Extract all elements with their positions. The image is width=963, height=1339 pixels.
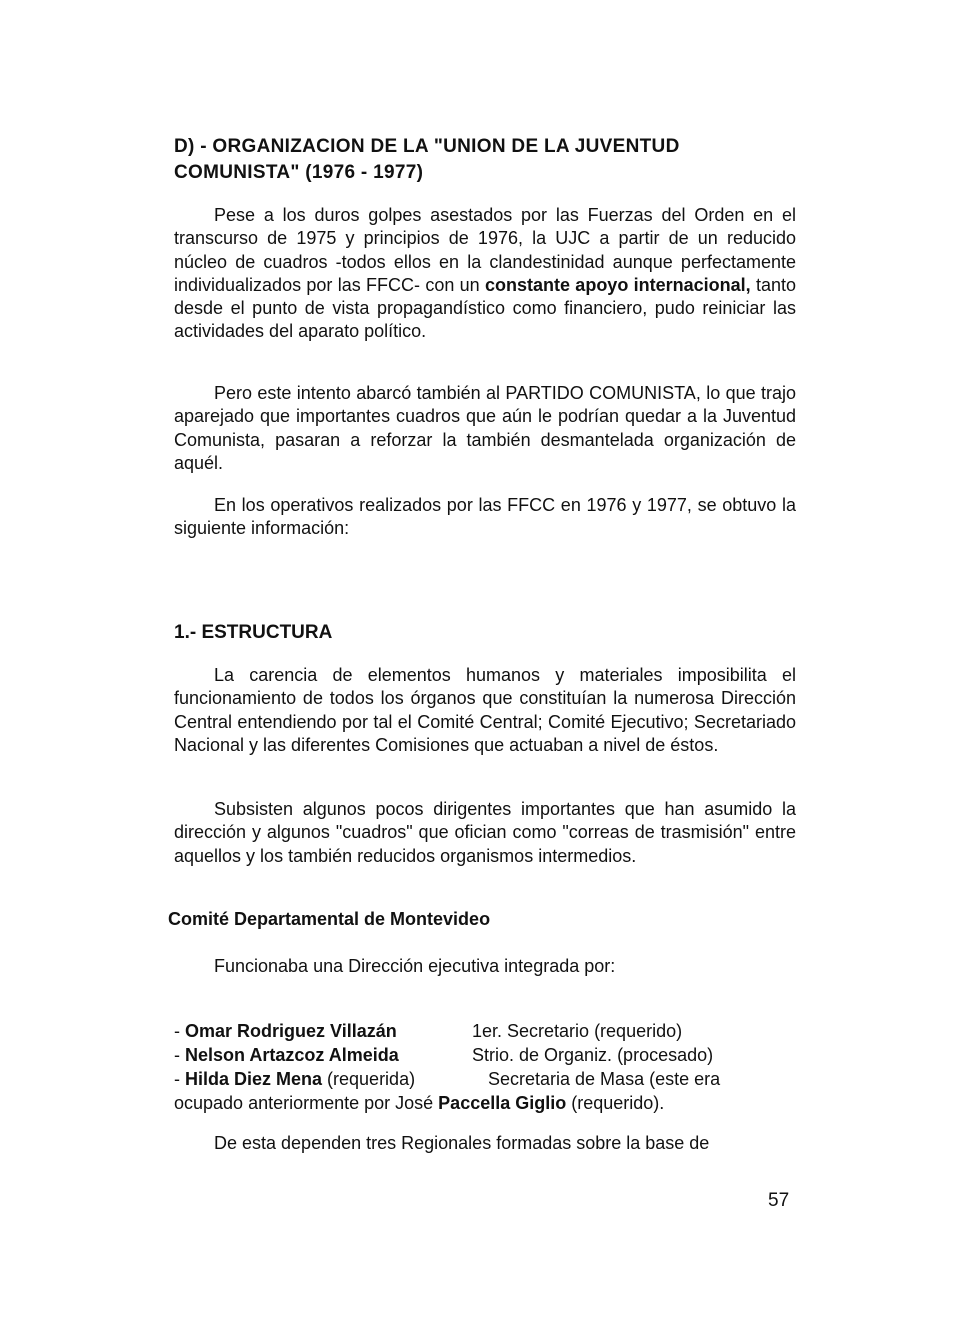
roster-name: Omar Rodriguez Villazán (185, 1021, 397, 1041)
paragraph-5-text: Subsisten algunos pocos dirigentes importantes que han asumido la dirección y algunos "cuadros" que ofician como "correas de trasmisión" entre aquellos y los también reducidos organismos intermedios. (174, 799, 796, 866)
paragraph-1-text-b: tanto desde el punto de vista propagandístico como financiero, pudo reiniciar las actividades del aparato político. (174, 274, 796, 342)
roster-suffix: (requerida) (322, 1069, 416, 1089)
paragraph-6-text: Funcionaba una Dirección ejecutiva integrada por: (214, 956, 616, 976)
roster-continuation (174, 1091, 796, 1115)
heading-line-1: D) - ORGANIZACION DE LA "UNION DE LA JUVENTUD (174, 136, 680, 157)
paragraph-1-bold: constante apoyo internacional, (484, 274, 751, 295)
roster-row (174, 1043, 796, 1067)
paragraph-6 (174, 955, 796, 978)
paragraph-7 (174, 1132, 796, 1155)
roster-dash: - (174, 1045, 185, 1065)
roster-name: Nelson Artazcoz Almeida (185, 1045, 399, 1065)
roster-row (174, 1067, 796, 1091)
paragraph-1-text-a: Pese a los duros golpes asestados por las Fuerzas del Orden en el transcurso de 1975 y principios de 1976, la UJC a partir de un reducido núcleo de cuadros -todos ellos en la clandestinidad aunque perfectamente individualizados por las FFCC- con un (174, 205, 796, 295)
roster-name: Hilda Diez Mena (185, 1069, 323, 1089)
roster-role: Strio. de Organiz. (procesado) (472, 1045, 714, 1065)
paragraph-3-text: En los operativos realizados por las FFCC en 1976 y 1977, se obtuvo la siguiente información: (174, 495, 796, 539)
paragraph-2-text: Pero este intento abarcó también al PARTIDO COMUNISTA, lo que trajo aparejado que importantes cuadros que aún le podrían quedar a la Juventud Comunista, pasaran a reforzar la también desmantelada organización de aquél. (174, 383, 796, 473)
section-title-estructura: 1.- ESTRUCTURA (174, 622, 333, 643)
roster-role: 1er. Secretario (requerido) (472, 1021, 683, 1041)
roster-dash: - (174, 1069, 185, 1089)
paragraph-4 (174, 664, 796, 757)
roster-row (174, 1019, 796, 1043)
heading-line-2: COMUNISTA" (1976 - 1977) (174, 162, 424, 183)
paragraph-3 (174, 494, 796, 541)
page-number: 57 (768, 1190, 790, 1211)
roster-continuation-b: (requerido). (566, 1093, 665, 1113)
subheading-comite: Comité Departamental de Montevideo (168, 909, 491, 929)
roster-role: Secretaria de Masa (este era (488, 1069, 721, 1089)
paragraph-4-text: La carencia de elementos humanos y materiales imposibilita el funcionamiento de todos los órganos que constituían la numerosa Dirección Central entendiendo por tal el Comité Central; Comité Ejecutivo; Secretariado Nacional y las diferentes Comisiones que actuaban a nivel de éstos. (174, 665, 796, 755)
paragraph-2 (174, 382, 796, 475)
direction-roster (174, 1019, 796, 1115)
paragraph-5 (174, 798, 796, 868)
roster-continuation-a: ocupado anteriormente por José (174, 1093, 439, 1113)
paragraph-7-text: De esta dependen tres Regionales formadas sobre la base de (214, 1133, 710, 1153)
roster-continuation-bold: Paccella Giglio (438, 1093, 567, 1113)
section-heading (174, 134, 794, 186)
roster-dash: - (174, 1021, 185, 1041)
paragraph-1 (174, 204, 796, 344)
